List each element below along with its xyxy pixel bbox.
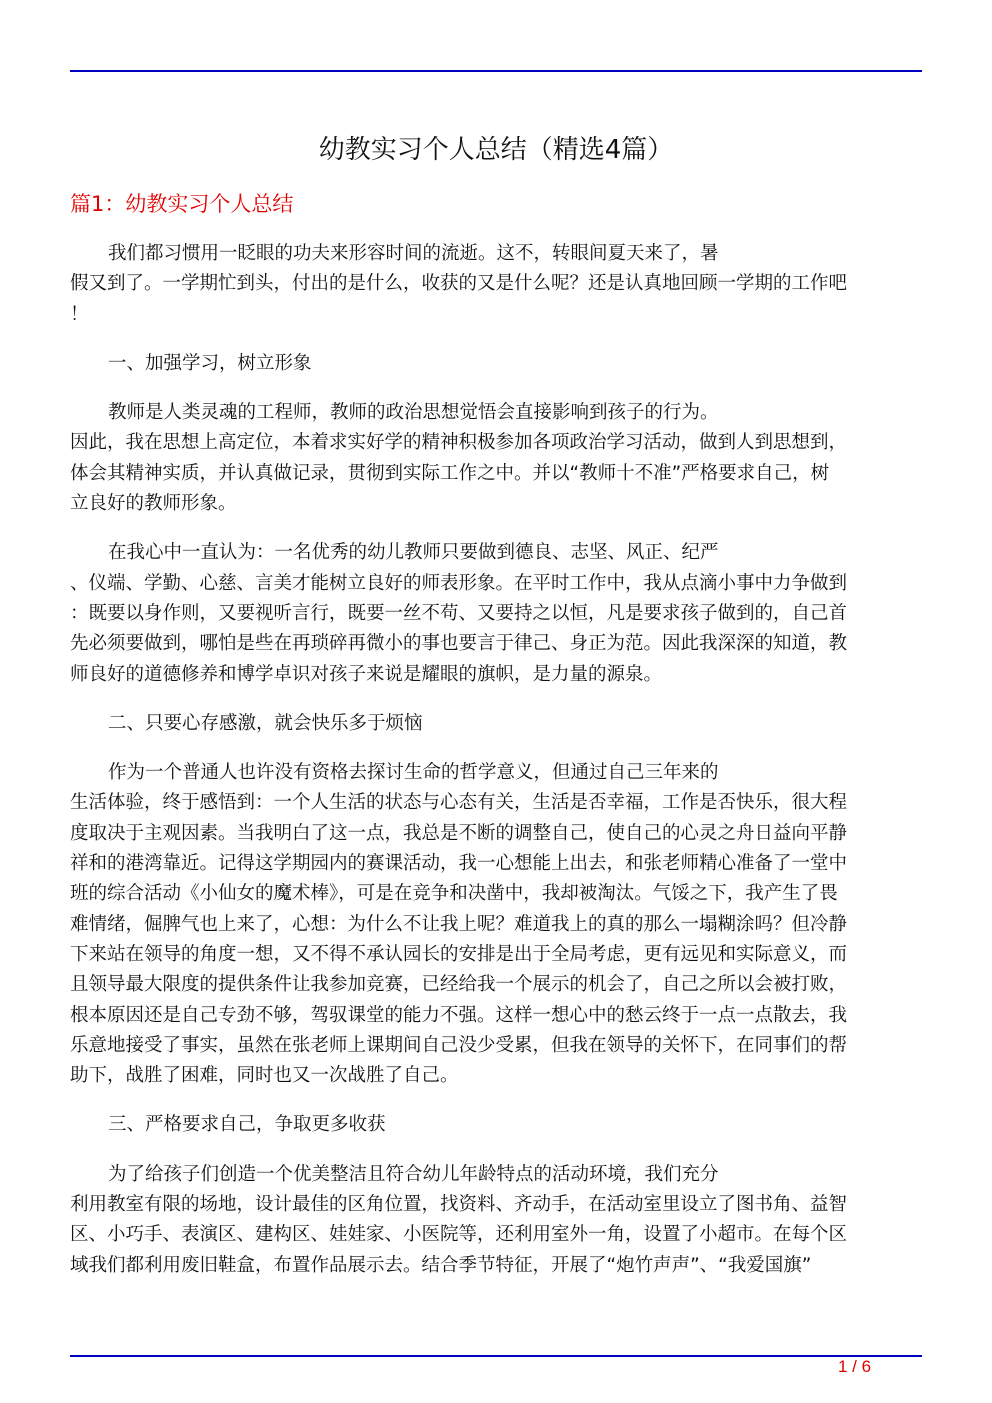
section-heading <box>70 1110 922 1140</box>
text-line: 假又到了。一学期忙到头，付出的是什么，收获的又是什么呢？还是认真地回顾一学期的工作吧 <box>70 273 848 295</box>
text-line: ：既要以身作则，又要视听言行，既要一丝不苟、又要持之以恒，凡是要求孩子做到的，自己首 <box>70 602 848 624</box>
text-line: 下来站在领导的角度一想，又不得不承认园长的安排是出于全局考虑，更有远见和实际意义，而 <box>70 943 848 965</box>
text-line: 乐意地接受了事实，虽然在张老师上课期间自己没少受累，但我在领导的关怀下，在同事们的帮 <box>70 1034 848 1056</box>
section-heading <box>70 709 922 739</box>
document-title: 幼教实习个人总结（精选4篇） <box>318 135 674 165</box>
paragraph <box>70 398 922 519</box>
text-line: 祥和的港湾靠近。记得这学期园内的赛课活动，我一心想能上出去，和张老师精心准备了一堂中 <box>70 853 848 875</box>
text-line: 度取决于主观因素。当我明白了这一点，我总是不断的调整自己，使自己的心灵之舟日益向平静 <box>70 822 848 844</box>
text-line: 立良好的教师形象。 <box>70 493 237 515</box>
text-line: 为了给孩子们创造一个优美整洁且符合幼儿年龄特点的活动环境，我们充分 <box>108 1163 719 1185</box>
paragraph <box>70 758 922 1091</box>
text-line: 教师是人类灵魂的工程师，教师的政治思想觉悟会直接影响到孩子的行为。 <box>108 402 719 424</box>
paragraph <box>70 538 922 689</box>
text-line: 体会其精神实质，并认真做记录，贯彻到实际工作之中。并以“教师十不准”严格要求自己，树 <box>70 462 830 484</box>
paragraph <box>70 239 922 330</box>
page-number: 1 / 6 <box>838 1357 872 1376</box>
document-body <box>70 239 922 1300</box>
footer-rule <box>70 1355 922 1357</box>
text-line: 因此，我在思想上高定位，本着求实好学的精神积极参加各项政治学习活动，做到人到思想到， <box>70 432 848 454</box>
text-line: 、仪端、学勤、心慈、言美才能树立良好的师表形象。在平时工作中，我从点滴小事中力争做到 <box>70 572 848 594</box>
text-line: 师良好的道德修养和博学卓识对孩子来说是耀眼的旗帜，是力量的源泉。 <box>70 663 663 685</box>
text-line: 域我们都利用废旧鞋盒，布置作品展示去。结合季节特征，开展了“炮竹声声”、“我爱国旗” <box>70 1254 812 1276</box>
text-line: 且领导最大限度的提供条件让我参加竞赛，已经给我一个展示的机会了，自己之所以会被打败， <box>70 974 848 996</box>
text-line: 班的综合活动《小仙女的魔术棒》，可是在竞争和决凿中，我却被淘汰。气馁之下，我产生了畏 <box>70 883 838 905</box>
text-line: 根本原因还是自己专劲不够，驾驭课堂的能力不强。这样一想心中的愁云终于一点一点散去，我 <box>70 1004 848 1026</box>
text-line: 作为一个普通人也许没有资格去探讨生命的哲学意义，但通过自己三年来的 <box>108 762 719 784</box>
section-title: 篇1：幼教实习个人总结 <box>70 192 294 216</box>
text-line: 区、小巧手、表演区、建构区、娃娃家、小医院等，还利用室外一角，设置了小超市。在每个区 <box>70 1224 848 1246</box>
text-line: ！ <box>70 303 89 325</box>
text-line: 利用教室有限的场地，设计最佳的区角位置，找资料、齐动手，在活动室里设立了图书角、益智 <box>70 1194 848 1216</box>
paragraph <box>70 1160 922 1281</box>
text-line: 难情绪，倔脾气也上来了，心想：为什么不让我上呢？难道我上的真的那么一塌糊涂吗？但冷静 <box>70 913 848 935</box>
text-line: 在我心中一直认为：一名优秀的幼儿教师只要做到德良、志坚、风正、纪严 <box>108 542 719 564</box>
header-rule <box>70 70 922 72</box>
text-line: 一、加强学习，树立形象 <box>108 352 312 374</box>
text-line: 先必须要做到，哪怕是些在再琐碎再微小的事也要言于律己、身正为范。因此我深深的知道，教 <box>70 633 848 655</box>
text-line: 生活体验，终于感悟到：一个人生活的状态与心态有关，生活是否幸福，工作是否快乐，很大程 <box>70 792 848 814</box>
text-line: 助下，战胜了困难，同时也又一次战胜了自己。 <box>70 1065 459 1087</box>
section-heading <box>70 349 922 379</box>
text-line: 三、严格要求自己，争取更多收获 <box>108 1114 386 1136</box>
text-line: 我们都习惯用一眨眼的功夫来形容时间的流逝。这不，转眼间夏天来了，暑 <box>108 243 719 264</box>
text-line: 二、只要心存感激，就会快乐多于烦恼 <box>108 712 423 734</box>
